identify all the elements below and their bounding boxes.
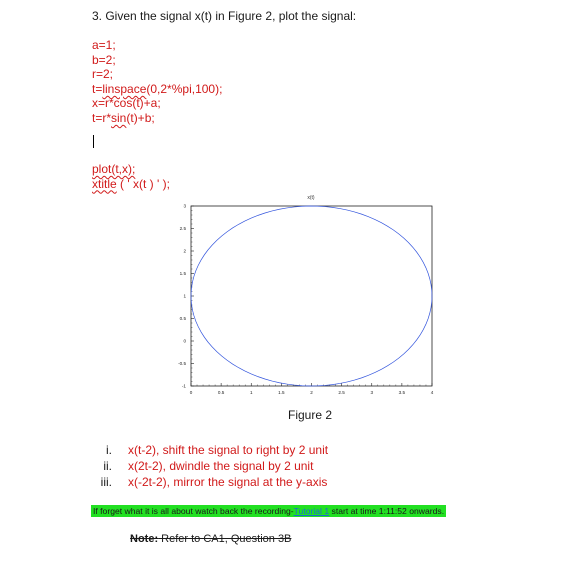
hint-text-after: start at time 1:11:52 onwards. [329,506,445,516]
task-item [88,474,328,490]
code-line [92,53,222,68]
code-line [92,162,170,177]
signal-curve [191,206,432,386]
y-tick-label: 3 [183,203,186,209]
x-tick-label: 0 [189,390,193,395]
hint-text-before: If forget what it is all about watch back the recording- [93,506,294,516]
code-misspelled-word: linspace [102,81,147,96]
code-misspelled-word: plot(t,x); [92,162,136,176]
x-tick-label: 3.5 [398,390,406,395]
code-text: b=2; [92,52,116,67]
y-tick-label: -1 [181,383,186,389]
x-tick-label: 1.5 [278,390,285,395]
code-text: ( ' x(t ) ' ); [116,176,170,191]
task-text: x(2t-2), dwindle the signal by 2 unit [128,459,314,473]
y-tick-label: 1.5 [179,271,186,277]
tutorial-link[interactable]: Tutorial 1 [293,506,330,516]
code-line [92,67,222,82]
code-misspelled-word: xtitle [92,176,117,191]
code-text: r=2; [92,67,114,82]
task-number: i. [106,443,112,457]
x-tick-label: 3 [370,390,374,395]
x-tick-label: 2 [310,390,313,395]
y-tick-label: -0.5 [178,361,186,367]
code-text: t= [92,81,103,96]
code-line [92,38,222,53]
y-tick-label: 1 [183,293,186,299]
code-misspelled-word: sin [111,110,127,125]
plot-title: x(t) [307,195,315,201]
question-title: 3. Given the signal x(t) in Figure 2, plot the signal: [92,9,357,23]
task-list [88,442,328,490]
y-tick-label: 0.5 [179,316,186,322]
code-line [92,82,222,97]
x-tick-label: 4 [430,390,434,395]
plot-frame [191,206,432,386]
code-line [92,177,170,192]
x-tick-label: 0.5 [217,390,225,395]
note [130,533,291,545]
y-tick-label: 2 [183,248,186,254]
task-number: iii. [100,475,112,489]
x-tick-label: 1 [249,390,253,395]
code-text: t=r* [92,110,112,125]
note-text: Refer to CA1, Question 3B [158,533,292,545]
recording-hint [91,505,446,517]
figure-2-plot [170,190,440,405]
code-text: (t)+b; [126,110,155,125]
x-tick-label: 2.5 [338,390,345,395]
task-text: x(t-2), shift the signal to right by 2 unit [128,443,329,457]
text-cursor [93,135,94,148]
code-text: a=1; [92,38,116,52]
code-text: x=r*cos(t)+a; [92,96,161,111]
task-item [88,442,328,458]
task-number: ii. [103,459,112,473]
y-tick-label: 0 [183,338,186,344]
y-tick-label: 2.5 [179,226,186,232]
code-block-plot [92,162,170,191]
note-label: Note: [130,533,159,545]
task-item [88,458,328,474]
figure-caption: Figure 2 [288,408,333,422]
code-block [92,38,222,126]
code-line [92,96,222,111]
code-text: (0,2*%pi,100); [146,81,223,96]
code-line [92,111,222,126]
task-text: x(-2t-2), mirror the signal at the y-axis [128,475,328,489]
